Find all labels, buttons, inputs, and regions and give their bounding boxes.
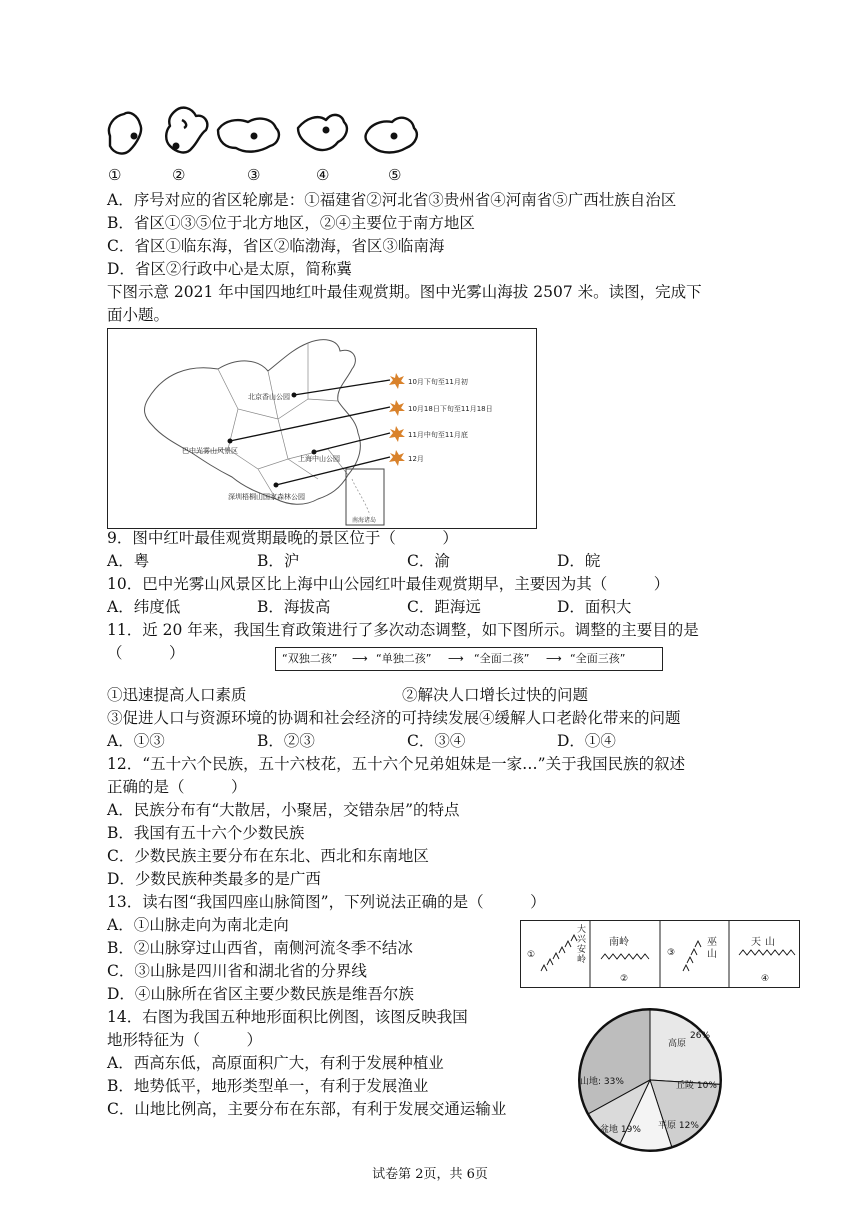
province-outline-3 [218, 119, 279, 152]
shape-number-5: ⑤ [388, 166, 402, 184]
pie-label-plain: 平原 12% [658, 1121, 699, 1131]
mountain-number-4: ④ [761, 974, 770, 984]
q10-option-d: D．面积大 [557, 598, 632, 616]
shape-number-4: ④ [316, 166, 330, 184]
q14-option-c: C．山地比例高，主要分布在东部，有利于发展交通运输业 [107, 1100, 507, 1118]
leaf-icon-2 [389, 400, 405, 416]
map-intro-line-2: 面小题。 [107, 306, 170, 324]
q12-stem-line-1: 12．“五十六个民族，五十六枝花，五十六个兄弟姐妹是一家…”关于我国民族的叙述 [107, 755, 686, 773]
q12-option-a: A．民族分布有“大散居，小聚居，交错杂居”的特点 [107, 801, 460, 819]
q14-stem-line-2: 地形特征为（ ） [107, 1031, 263, 1049]
place-label-shenzhen: 深圳梧桐山国家森林公园 [228, 493, 305, 501]
flow-arrow-3: ⟶ [546, 652, 562, 665]
range-daxinganling [541, 935, 577, 971]
q11-statement-1: ①迅速提高人口素质 [107, 686, 247, 704]
legend-label-4: 12月 [408, 455, 424, 463]
pie-label-hill: 丘陵 10% [676, 1081, 717, 1091]
leaf-icon-3 [389, 426, 405, 442]
q11-paren: （ ） [107, 644, 185, 662]
q8-option-a: A．序号对应的省区轮廓是：①福建省②河北省③贵州省④河南省⑤广西壮族自治区 [107, 191, 677, 209]
flow-arrow-1: ⟶ [352, 652, 368, 665]
q11-statement-2: ②解决人口增长过快的问题 [402, 686, 589, 704]
capital-dot-1 [131, 133, 138, 140]
flow-arrow-2: ⟶ [448, 652, 464, 665]
q9-option-c: C．渝 [407, 552, 450, 570]
flow-step-3: “全面二孩” [474, 652, 530, 665]
q14-option-b: B．地势低平，地形类型单一，有利于发展渔业 [107, 1077, 429, 1095]
q10-stem: 10．巴中光雾山风景区比上海中山公园红叶最佳观赏期早，主要因为其（ ） [107, 575, 670, 593]
mountain-number-3: ③ [667, 948, 676, 958]
q9-option-a: A．粤 [107, 552, 150, 570]
q14-stem-line-1: 14．右图为我国五种地形面积比例图，该图反映我国 [107, 1008, 468, 1026]
mountain-number-2: ② [620, 974, 629, 984]
range-nanling [601, 954, 649, 959]
q10-option-c: C．距海远 [407, 598, 481, 616]
legend-label-3: 11月中旬至11月底 [408, 431, 468, 439]
q12-option-c: C．少数民族主要分布在东北、西北和东南地区 [107, 847, 429, 865]
q14-option-a: A．西高东低，高原面积广大，有利于发展种植业 [107, 1054, 444, 1072]
capital-dot-5 [391, 133, 398, 140]
mountain-number-1: ① [527, 950, 536, 960]
q9-option-b: B．沪 [257, 552, 300, 570]
legend-label-1: 10月下旬至11月初 [408, 378, 468, 386]
q11-option-b: B．②③ [257, 732, 315, 750]
label-nanling: 南岭 [609, 937, 629, 948]
legend-label-2: 10月18日下旬至11月18日 [408, 405, 493, 413]
q13-option-b: B．②山脉穿过山西省，南侧河流冬季不结冰 [107, 939, 413, 957]
label-tianshan: 天山 [751, 937, 779, 948]
q8-option-d: D．省区②行政中心是太原，简称冀 [107, 260, 352, 278]
q13-option-a: A．①山脉走向为南北走向 [107, 916, 289, 934]
q13-stem: 13．读右图“我国四座山脉简图”，下列说法正确的是（ ） [107, 893, 546, 911]
map-intro-line-1: 下图示意 2021 年中国四地红叶最佳观赏期。图中光雾山海拔 2507 米。读图，完成下 [107, 283, 702, 301]
q9-option-d: D．皖 [557, 552, 601, 570]
q12-option-b: B．我国有五十六个少数民族 [107, 824, 305, 842]
shape-number-1: ① [108, 166, 122, 184]
q12-option-d: D．少数民族种类最多的是广西 [107, 870, 321, 888]
capital-dot-4 [323, 127, 330, 134]
label-wushan: 巫山 [707, 937, 717, 960]
q11-stem: 11．近 20 年来，我国生育政策进行了多次动态调整，如下图所示。调整的主要目的是 [107, 621, 699, 639]
leaf-icon-4 [389, 450, 405, 466]
inset-label: 南海诸岛 [352, 517, 377, 524]
q13-option-d: D．④山脉所在省区主要少数民族是维吾尔族 [107, 985, 414, 1003]
mountains-figure [520, 920, 800, 988]
q11-statements-row-1 [107, 684, 588, 706]
policy-flow-box [275, 647, 663, 671]
q9-stem: 9．图中红叶最佳观赏期最晚的景区位于（ ） [107, 529, 458, 547]
province-outline-1 [109, 113, 141, 154]
page-footer: 试卷第 2页，共 6页 [372, 1167, 488, 1182]
china-outline [145, 340, 361, 505]
range-tianshan [739, 950, 795, 955]
place-label-shanghai: 上海中山公园 [298, 455, 340, 463]
province-outlines [100, 98, 430, 178]
mountains-svg [521, 921, 799, 987]
q8-option-c: C．省区①临东海，省区②临渤海，省区③临南海 [107, 237, 445, 255]
pie-value-plateau: 26% [690, 1031, 711, 1041]
q10-option-b: B．海拔高 [257, 598, 331, 616]
place-label-beijing: 北京香山公园 [248, 393, 290, 401]
china-map-figure [107, 328, 537, 529]
q12-stem-line-2: 正确的是（ ） [107, 778, 247, 796]
label-daxinganling: 大兴安岭 [577, 925, 587, 965]
china-map-svg [108, 329, 536, 528]
capital-dot-2 [173, 143, 180, 150]
shape-number-3: ③ [247, 166, 261, 184]
q10-option-a: A．纬度低 [107, 598, 181, 616]
province-outline-4 [298, 115, 347, 150]
capital-dot-3 [251, 133, 258, 140]
q13-option-c: C．③山脉是四川省和湖北省的分界线 [107, 962, 367, 980]
q11-statements-row-2: ③促进人口与资源环境的协调和社会经济的可持续发展④缓解人口老龄化带来的问题 [107, 709, 681, 727]
landform-pie-chart [570, 1000, 730, 1160]
shape-number-2: ② [172, 166, 186, 184]
q10-options [107, 596, 707, 618]
q11-options [107, 730, 707, 752]
flow-step-2: “单独二孩” [376, 652, 432, 665]
pie-label-plateau: 高原 [668, 1039, 687, 1049]
pie-label-mountain: 山地: 33% [580, 1077, 624, 1087]
flow-step-1: “双独二孩” [282, 652, 338, 665]
q11-option-c: C．③④ [407, 732, 466, 750]
place-label-bazhong: 巴中光雾山风景区 [182, 447, 238, 455]
leaf-icon-1 [389, 373, 405, 389]
pie-label-basin: 盆地 19% [600, 1125, 641, 1135]
flow-step-4: “全面三孩” [570, 652, 626, 665]
q11-option-d: D．①④ [557, 732, 616, 750]
province-outline-2 [166, 108, 207, 153]
q8-option-b: B．省区①③⑤位于北方地区，②④主要位于南方地区 [107, 214, 475, 232]
range-wushan [683, 941, 701, 971]
q9-options [107, 550, 707, 572]
q11-option-a: A．①③ [107, 732, 165, 750]
